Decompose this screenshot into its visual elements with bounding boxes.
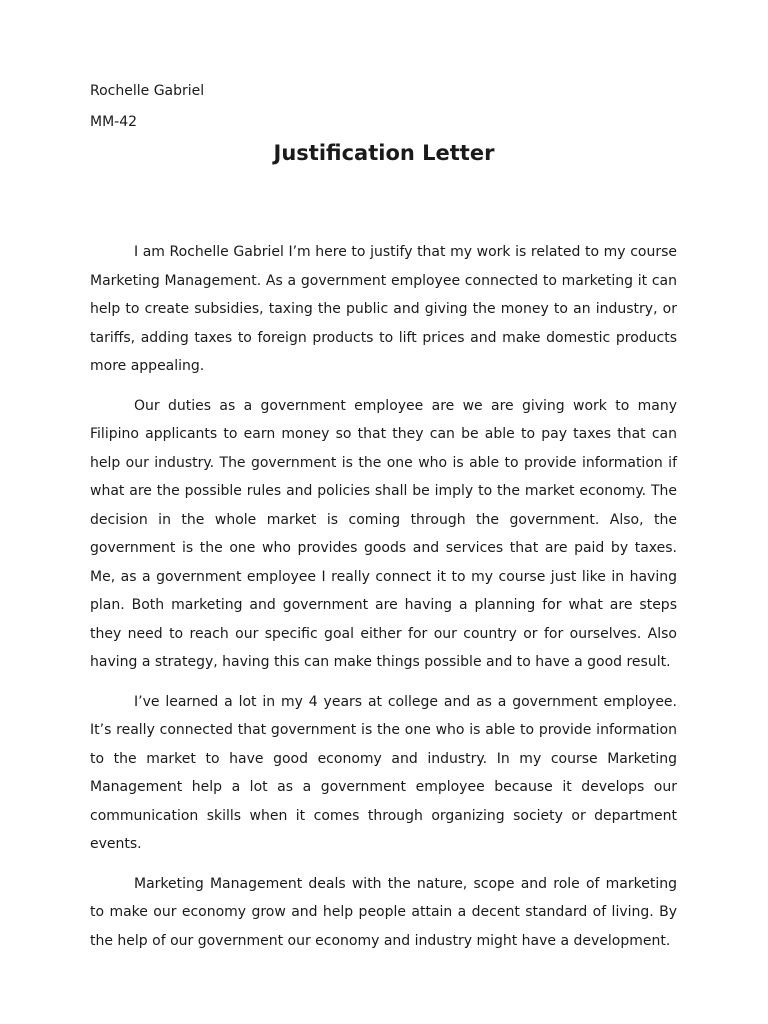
- course-code: MM-42: [90, 114, 138, 130]
- paragraph-2: Our duties as a government employee are we are giving work to many Filipino applicants to earn money so that they can be able to pay taxes that can help our industry. The government is the one who is able to provide information if what are the possible rules and policies shall be imply to the market economy. The decision in the whole market is coming through the government. Also, the government is the one who provides goods and services that are paid by taxes. Me, as a government employee I really connect it to my course just like in having plan. Both marketing and government are having a planning for what are steps they need to reach our specific goal either for our country or for ourselves. Also having a strategy, having this can make things possible and to have a good result.: [90, 397, 677, 670]
- paragraph-4: Marketing Management deals with the nature, scope and role of marketing to make our economy grow and help people attain a decent standard of living. By the help of our government our economy and industry might have a development.: [90, 875, 677, 949]
- author-name: Rochelle Gabriel: [90, 83, 205, 99]
- letter-body: [90, 238, 677, 966]
- paragraph-3: I’ve learned a lot in my 4 years at college and as a government employee. It’s really connected that government is the one who is able to provide information to the market to have good economy and industry. In my course Marketing Management help a lot as a government employee because it develops our communication skills when it comes through organizing society or department events.: [90, 693, 677, 852]
- paragraph-1: I am Rochelle Gabriel I’m here to justify that my work is related to my course Marketing Management. As a government employee connected to marketing it can help to create subsidies, taxing the public and giving the money to an industry, or tariffs, adding taxes to foreign products to lift prices and make domestic products more appealing.: [90, 244, 677, 374]
- document-title: Justification Letter: [273, 141, 495, 165]
